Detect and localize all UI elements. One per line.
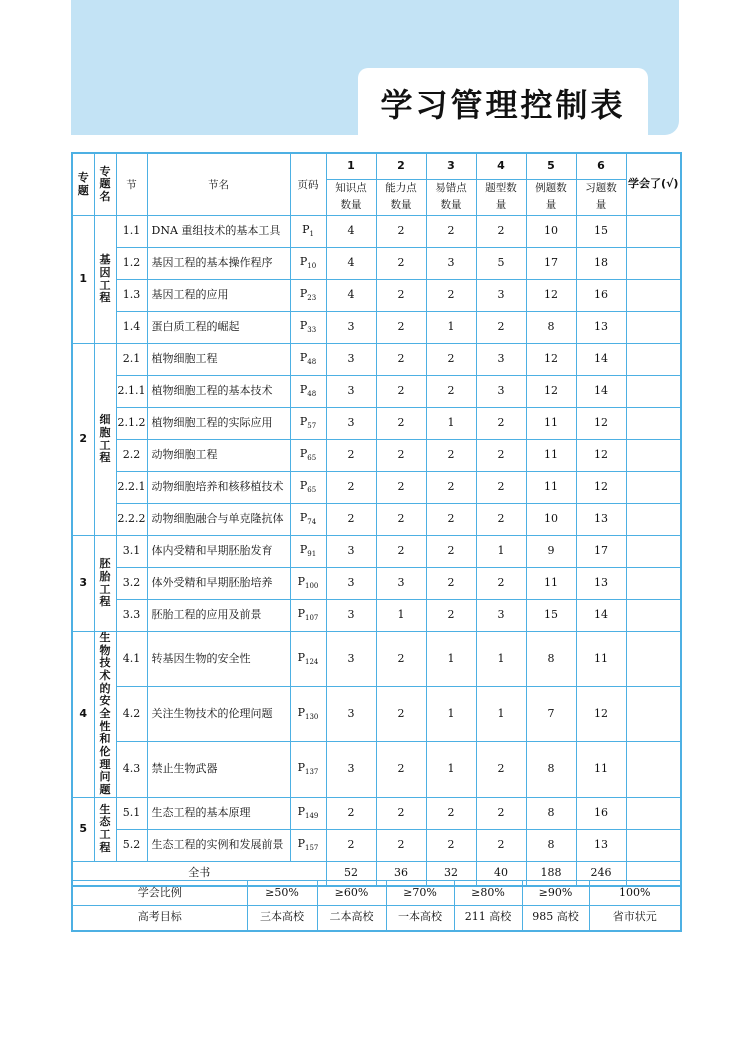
total-value: 32: [426, 861, 476, 886]
header-col-label-text: 例题数量: [535, 181, 567, 212]
topic-name: [94, 216, 116, 344]
page-number: $P_{149}$: [290, 797, 326, 829]
header-col-label-text: 习题数量: [585, 181, 617, 212]
page-number-value: 107: [305, 614, 319, 623]
learned-checkbox-cell[interactable]: [626, 280, 681, 312]
header-col-label: [526, 179, 576, 216]
count-cell: 3: [426, 248, 476, 280]
learned-checkbox-cell[interactable]: [626, 248, 681, 280]
table-row: [72, 344, 681, 376]
target-value: 二本高校: [317, 906, 386, 931]
count-cell: 11: [576, 742, 626, 797]
count-cell: 11: [526, 472, 576, 504]
count-cell: 12: [526, 376, 576, 408]
count-cell: 11: [576, 632, 626, 687]
section-name: 体外受精和早期胚胎培养: [147, 568, 290, 600]
ratio-value: 100%: [589, 881, 681, 906]
topic-number: 2: [72, 344, 94, 536]
count-cell: 3: [476, 600, 526, 632]
learned-checkbox-cell[interactable]: [626, 344, 681, 376]
count-cell: 3: [326, 687, 376, 742]
ratio-label: 学会比例: [72, 881, 247, 906]
count-cell: 12: [576, 687, 626, 742]
section-name: 动物细胞培养和核移植技术: [147, 472, 290, 504]
count-cell: 11: [526, 568, 576, 600]
count-cell: 10: [526, 216, 576, 248]
count-cell: 2: [326, 472, 376, 504]
section-name: 动物细胞融合与单克隆抗体: [147, 504, 290, 536]
section-number: 3.3: [116, 600, 147, 632]
total-value: 188: [526, 861, 576, 886]
count-cell: 2: [426, 600, 476, 632]
count-cell: 2: [376, 504, 426, 536]
count-cell: 17: [576, 536, 626, 568]
topic-number: 1: [72, 216, 94, 344]
count-cell: 2: [376, 536, 426, 568]
page-number-value: 130: [305, 713, 319, 722]
ratio-value: ≥90%: [522, 881, 589, 906]
page-number-value: 33: [307, 326, 317, 335]
table-row: [72, 504, 681, 536]
table-row: [72, 600, 681, 632]
count-cell: 1: [426, 632, 476, 687]
section-number: 2.2.1: [116, 472, 147, 504]
page-number: $P_{23}$: [290, 280, 326, 312]
header-col-label: [576, 179, 626, 216]
table-row: [72, 797, 681, 829]
page-number: $P_{91}$: [290, 536, 326, 568]
count-cell: 2: [476, 797, 526, 829]
page-number: $P_{137}$: [290, 742, 326, 797]
section-number: 1.2: [116, 248, 147, 280]
section-name: 基因工程的应用: [147, 280, 290, 312]
topic-name: [94, 632, 116, 797]
count-cell: 1: [426, 312, 476, 344]
page-number-value: 100: [305, 582, 319, 591]
count-cell: 7: [526, 687, 576, 742]
section-number: 3.1: [116, 536, 147, 568]
header-col-label-text: 知识点数量: [335, 181, 367, 212]
page-number-value: 23: [307, 294, 317, 303]
count-cell: 3: [476, 344, 526, 376]
count-cell: 2: [326, 829, 376, 861]
summary-table: [71, 880, 682, 932]
count-cell: 2: [476, 472, 526, 504]
section-name: DNA 重组技术的基本工具: [147, 216, 290, 248]
count-cell: 2: [376, 248, 426, 280]
section-name: 植物细胞工程的基本技术: [147, 376, 290, 408]
count-cell: 2: [376, 408, 426, 440]
page-number-value: 74: [307, 518, 317, 527]
count-cell: 2: [376, 632, 426, 687]
count-cell: 9: [526, 536, 576, 568]
table-row: [72, 408, 681, 440]
page-number-value: 149: [305, 811, 319, 820]
learned-checkbox-cell[interactable]: [626, 408, 681, 440]
section-name: 植物细胞工程: [147, 344, 290, 376]
total-value: 36: [376, 861, 426, 886]
section-number: 1.3: [116, 280, 147, 312]
section-number: 1.1: [116, 216, 147, 248]
target-row: [72, 906, 681, 931]
total-value: 52: [326, 861, 376, 886]
page-number: $P_1$: [290, 216, 326, 248]
header-col-number: 6: [576, 153, 626, 179]
topic-number: 5: [72, 797, 94, 861]
header-col-label: [376, 179, 426, 216]
count-cell: 1: [426, 687, 476, 742]
page-number-value: 157: [305, 843, 319, 852]
topic-name-text: 胚胎工程: [99, 557, 111, 609]
topic-name: [94, 536, 116, 632]
topic-number: 4: [72, 632, 94, 797]
count-cell: 13: [576, 568, 626, 600]
count-cell: 3: [476, 280, 526, 312]
section-number: 4.1: [116, 632, 147, 687]
section-number: 5.2: [116, 829, 147, 861]
count-cell: 2: [376, 376, 426, 408]
count-cell: 2: [476, 568, 526, 600]
count-cell: 13: [576, 829, 626, 861]
table-row: [72, 472, 681, 504]
topic-name: [94, 344, 116, 536]
section-number: 4.2: [116, 687, 147, 742]
ratio-value: ≥80%: [454, 881, 522, 906]
count-cell: 1: [476, 536, 526, 568]
count-cell: 2: [376, 829, 426, 861]
count-cell: 12: [526, 344, 576, 376]
target-value: 三本高校: [247, 906, 317, 931]
count-cell: 12: [526, 280, 576, 312]
count-cell: 2: [376, 440, 426, 472]
count-cell: 2: [476, 312, 526, 344]
learned-checkbox-cell[interactable]: [626, 742, 681, 797]
count-cell: 2: [426, 376, 476, 408]
page-number: $P_{33}$: [290, 312, 326, 344]
section-name: 动物细胞工程: [147, 440, 290, 472]
target-value: 211 高校: [454, 906, 522, 931]
count-cell: 11: [526, 408, 576, 440]
count-cell: 1: [426, 408, 476, 440]
target-value: 一本高校: [386, 906, 454, 931]
header-col-number: 5: [526, 153, 576, 179]
total-value: 40: [476, 861, 526, 886]
table-row: [72, 829, 681, 861]
section-number: 2.1: [116, 344, 147, 376]
target-value: 985 高校: [522, 906, 589, 931]
learned-checkbox-cell[interactable]: [626, 472, 681, 504]
count-cell: 2: [376, 312, 426, 344]
page-title: 学习管理控制表: [380, 86, 626, 124]
page-number-value: 10: [307, 262, 317, 271]
count-cell: 2: [376, 216, 426, 248]
learned-checkbox-cell[interactable]: [626, 829, 681, 861]
header-col-label: [426, 179, 476, 216]
section-name: 植物细胞工程的实际应用: [147, 408, 290, 440]
count-cell: 4: [326, 216, 376, 248]
page-number-value: 65: [307, 486, 317, 495]
header-col-label-text: 能力点数量: [385, 181, 417, 212]
table-row: [72, 440, 681, 472]
count-cell: 3: [326, 408, 376, 440]
count-cell: 15: [526, 600, 576, 632]
page-number: $P_{100}$: [290, 568, 326, 600]
count-cell: 3: [326, 344, 376, 376]
page-number: $P_{57}$: [290, 408, 326, 440]
count-cell: 2: [326, 440, 376, 472]
count-cell: 18: [576, 248, 626, 280]
header-col-label-text: 易错点数量: [435, 181, 467, 212]
count-cell: 2: [476, 216, 526, 248]
section-number: 2.1.2: [116, 408, 147, 440]
section-name: 禁止生物武器: [147, 742, 290, 797]
count-cell: 3: [326, 568, 376, 600]
count-cell: 2: [426, 472, 476, 504]
table-row: [72, 216, 681, 248]
count-cell: 2: [376, 344, 426, 376]
topic-name-text: 生物技术的安全性和伦理问题: [99, 631, 111, 796]
ratio-row: [72, 881, 681, 906]
count-cell: 4: [326, 280, 376, 312]
count-cell: 2: [426, 568, 476, 600]
count-cell: 8: [526, 632, 576, 687]
header-col-number: 2: [376, 153, 426, 179]
count-cell: 1: [476, 687, 526, 742]
count-cell: 1: [376, 600, 426, 632]
section-name: 蛋白质工程的崛起: [147, 312, 290, 344]
count-cell: 2: [426, 797, 476, 829]
count-cell: 2: [426, 344, 476, 376]
count-cell: 2: [426, 536, 476, 568]
section-number: 2.1.1: [116, 376, 147, 408]
topic-name: [94, 797, 116, 861]
table-row: [72, 687, 681, 742]
count-cell: 11: [526, 440, 576, 472]
count-cell: 2: [376, 797, 426, 829]
header-col-number: 1: [326, 153, 376, 179]
count-cell: 14: [576, 600, 626, 632]
count-cell: 2: [426, 440, 476, 472]
target-label: 高考目标: [72, 906, 247, 931]
section-name: 关注生物技术的伦理问题: [147, 687, 290, 742]
header-section: 节: [116, 153, 147, 216]
count-cell: 12: [576, 408, 626, 440]
page-number-value: 91: [307, 550, 317, 559]
page-number: $P_{124}$: [290, 632, 326, 687]
count-cell: 2: [476, 440, 526, 472]
page-number-value: 57: [307, 422, 317, 431]
section-number: 5.1: [116, 797, 147, 829]
learned-checkbox-cell[interactable]: [626, 312, 681, 344]
count-cell: 12: [576, 440, 626, 472]
table-row: [72, 248, 681, 280]
section-number: 4.3: [116, 742, 147, 797]
page-number: $P_{130}$: [290, 687, 326, 742]
topic-name-text: 基因工程: [99, 253, 111, 305]
total-value: 246: [576, 861, 626, 886]
count-cell: 1: [426, 742, 476, 797]
count-cell: 16: [576, 280, 626, 312]
learned-checkbox-cell[interactable]: [626, 687, 681, 742]
count-cell: 2: [476, 829, 526, 861]
section-name: 胚胎工程的应用及前景: [147, 600, 290, 632]
page-number: $P_{65}$: [290, 440, 326, 472]
count-cell: 12: [576, 472, 626, 504]
learned-checkbox-cell[interactable]: [626, 376, 681, 408]
count-cell: 2: [476, 408, 526, 440]
count-cell: 2: [476, 742, 526, 797]
page-number-value: 48: [307, 358, 317, 367]
count-cell: 17: [526, 248, 576, 280]
count-cell: 2: [376, 472, 426, 504]
table-row: [72, 568, 681, 600]
count-cell: 2: [426, 829, 476, 861]
count-cell: 3: [326, 376, 376, 408]
page-number: $P_{48}$: [290, 376, 326, 408]
header-topic-name: 专题名: [94, 153, 116, 216]
ratio-value: ≥50%: [247, 881, 317, 906]
table-row: [72, 376, 681, 408]
count-cell: 3: [326, 742, 376, 797]
header-page: 页码: [290, 153, 326, 216]
section-name: 生态工程的基本原理: [147, 797, 290, 829]
count-cell: 2: [426, 280, 476, 312]
count-cell: 3: [476, 376, 526, 408]
table-row: [72, 632, 681, 687]
header-learned: 学会了(√): [626, 153, 681, 216]
page-number-value: 65: [307, 454, 317, 463]
count-cell: 2: [326, 504, 376, 536]
learned-checkbox-cell[interactable]: [626, 600, 681, 632]
header-col-label: [326, 179, 376, 216]
section-number: 2.2.2: [116, 504, 147, 536]
count-cell: 5: [476, 248, 526, 280]
learned-checkbox-cell[interactable]: [626, 536, 681, 568]
count-cell: 2: [376, 280, 426, 312]
learned-checkbox-cell[interactable]: [626, 797, 681, 829]
section-number: 2.2: [116, 440, 147, 472]
table-row: [72, 742, 681, 797]
table-row: [72, 280, 681, 312]
table-row: [72, 536, 681, 568]
count-cell: 14: [576, 344, 626, 376]
count-cell: 14: [576, 376, 626, 408]
count-cell: 10: [526, 504, 576, 536]
count-cell: 3: [326, 536, 376, 568]
learned-checkbox-cell[interactable]: [626, 440, 681, 472]
count-cell: 8: [526, 797, 576, 829]
header-section-name: 节名: [147, 153, 290, 216]
learned-checkbox-cell[interactable]: [626, 216, 681, 248]
count-cell: 2: [476, 504, 526, 536]
count-cell: 3: [326, 632, 376, 687]
count-cell: 2: [326, 797, 376, 829]
page-number: $P_{74}$: [290, 504, 326, 536]
count-cell: 2: [426, 504, 476, 536]
count-cell: 15: [576, 216, 626, 248]
count-cell: 2: [376, 742, 426, 797]
header-col-label-text: 题型数量: [485, 181, 517, 212]
page-number-value: 48: [307, 390, 317, 399]
topic-name-text: 细胞工程: [99, 413, 111, 465]
count-cell: 3: [326, 312, 376, 344]
count-cell: 8: [526, 742, 576, 797]
page-number-value: 137: [305, 768, 319, 777]
section-number: 1.4: [116, 312, 147, 344]
learned-checkbox-cell[interactable]: [626, 632, 681, 687]
count-cell: 8: [526, 829, 576, 861]
ratio-value: ≥60%: [317, 881, 386, 906]
ratio-value: ≥70%: [386, 881, 454, 906]
section-number: 3.2: [116, 568, 147, 600]
page-number: $P_{157}$: [290, 829, 326, 861]
page-number: $P_{65}$: [290, 472, 326, 504]
learned-checkbox-cell[interactable]: [626, 568, 681, 600]
page-number: $P_{10}$: [290, 248, 326, 280]
page-number: $P_{107}$: [290, 600, 326, 632]
header-topic: 专题: [72, 153, 94, 216]
learned-checkbox-cell[interactable]: [626, 504, 681, 536]
header-col-label: [476, 179, 526, 216]
count-cell: 8: [526, 312, 576, 344]
section-name: 基因工程的基本操作程序: [147, 248, 290, 280]
count-cell: 2: [376, 687, 426, 742]
topic-name-text: 生态工程: [99, 802, 111, 854]
section-name: 转基因生物的安全性: [147, 632, 290, 687]
table-row: [72, 312, 681, 344]
count-cell: 3: [376, 568, 426, 600]
count-cell: 2: [426, 216, 476, 248]
page-number: $P_{48}$: [290, 344, 326, 376]
section-name: 体内受精和早期胚胎发育: [147, 536, 290, 568]
count-cell: 4: [326, 248, 376, 280]
header-col-number: 3: [426, 153, 476, 179]
page-number-value: 1: [309, 230, 314, 239]
study-table: [71, 152, 682, 887]
count-cell: 1: [476, 632, 526, 687]
count-cell: 13: [576, 312, 626, 344]
count-cell: 16: [576, 797, 626, 829]
count-cell: 13: [576, 504, 626, 536]
topic-number: 3: [72, 536, 94, 632]
section-name: 生态工程的实例和发展前景: [147, 829, 290, 861]
count-cell: 3: [326, 600, 376, 632]
header-col-number: 4: [476, 153, 526, 179]
total-label: 全书: [72, 861, 326, 886]
page-number-value: 124: [305, 658, 319, 667]
target-value: 省市状元: [589, 906, 681, 931]
